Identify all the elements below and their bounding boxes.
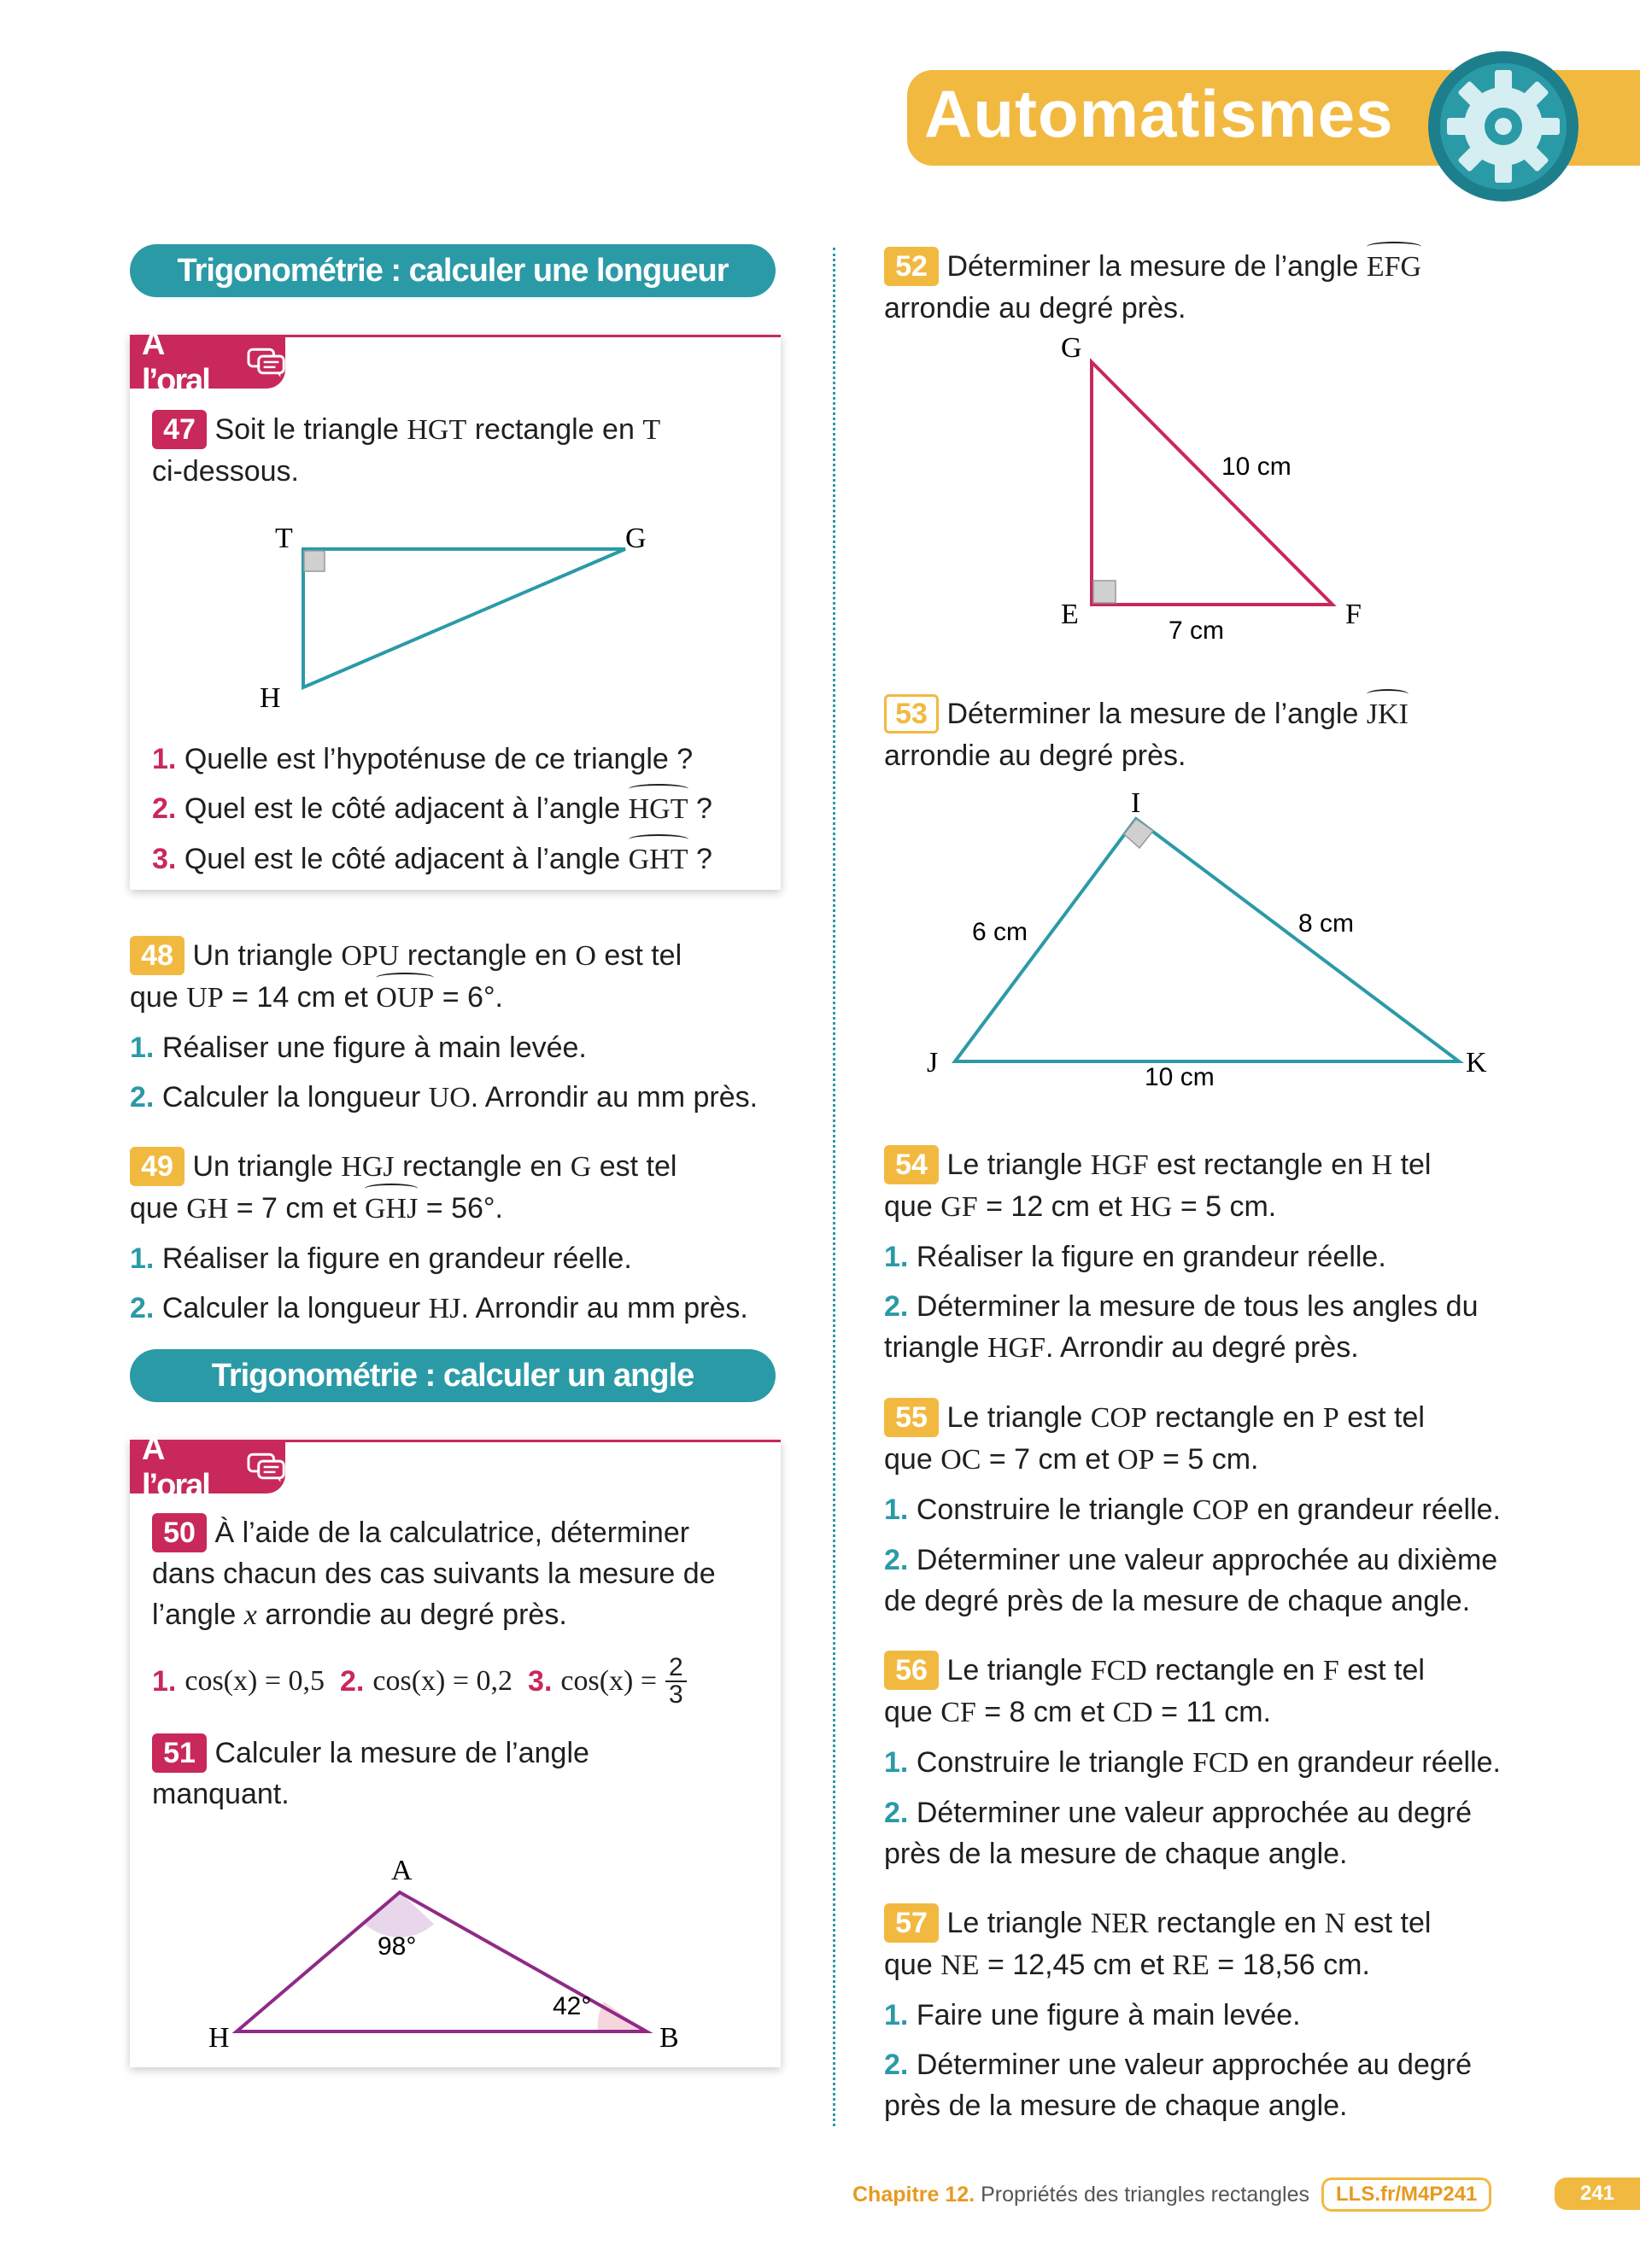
text: tel [1400, 1149, 1432, 1181]
text: = 12 cm et [986, 1190, 1122, 1223]
math-text: CD [1112, 1697, 1153, 1728]
exercise-number: 49 [130, 1147, 184, 1186]
text: Déterminer la mesure de l’angle [946, 698, 1359, 730]
ex47-questions [152, 739, 767, 880]
label-k: K [1466, 1047, 1487, 1078]
figure-triangle-ahb [198, 1818, 711, 2057]
ex50-cases [152, 1655, 767, 1708]
ex48-statement [130, 935, 796, 1019]
math-text: T [642, 414, 661, 446]
text: . Arrondir au mm près. [470, 1081, 758, 1114]
question-2 [884, 1540, 1602, 1622]
fraction [665, 1655, 687, 1708]
question-text: Réaliser une figure à main levée. [161, 1032, 587, 1064]
text: est rectangle en [1157, 1149, 1364, 1181]
section-title-angle [130, 1349, 776, 1402]
ex55-statement [884, 1397, 1602, 1481]
exercise-number: 53 [884, 694, 939, 734]
angle-name: GHJ [365, 1189, 418, 1230]
figure-triangle-ijk [922, 781, 1503, 1089]
math-text: HGT [407, 414, 467, 446]
exercise-number: 54 [884, 1145, 939, 1184]
figure-triangle-hgt [215, 500, 694, 722]
text: = 8 cm et [984, 1696, 1105, 1728]
question-2 [884, 1792, 1602, 1874]
text: Le triangle [946, 1654, 1083, 1686]
text: Le triangle [946, 1149, 1083, 1181]
case-text: cos(x) = [560, 1665, 658, 1697]
text: manquant. [152, 1778, 290, 1810]
page-number: 241 [1555, 2177, 1640, 2210]
question-2 [152, 788, 767, 830]
text: Déterminer la mesure de l’angle [946, 250, 1359, 283]
text: rectangle en [402, 1150, 563, 1183]
text: rectangle en [1155, 1654, 1315, 1686]
ex56-statement [884, 1650, 1602, 1733]
ex54 [884, 1144, 1602, 1369]
case-text: cos(x) = 0,2 [372, 1665, 513, 1697]
math-text: HGJ [341, 1151, 395, 1183]
text: près de la mesure de chaque angle. [884, 2090, 1348, 2122]
question-2 [884, 2044, 1602, 2126]
ex54-statement [884, 1144, 1602, 1228]
text: = 11 cm. [1161, 1696, 1271, 1728]
text: triangle [884, 1331, 980, 1364]
question-1 [884, 1489, 1602, 1531]
math-text: HGF [1090, 1149, 1149, 1181]
math-text: UP [186, 982, 224, 1014]
ex49 [130, 1146, 796, 1330]
text: que [884, 1949, 933, 1981]
math-text: OP [1117, 1444, 1155, 1476]
oral-box-50-51 [130, 1431, 781, 2067]
text: arrondie au degré près. [265, 1599, 567, 1631]
angle-name: HGT [629, 789, 688, 830]
text: rectangle en [1155, 1401, 1315, 1434]
angle-name: OUP [376, 978, 434, 1019]
figure-triangle-efg [1042, 333, 1401, 658]
text: que [884, 1696, 933, 1728]
question-text: Déterminer la mesure de tous les angles du [916, 1290, 1479, 1323]
question-text: Calculer la longueur [161, 1292, 421, 1324]
section-title-text: Trigonométrie : calculer une longueur [177, 252, 729, 289]
text: rectangle en [407, 939, 567, 972]
question-text: Quel est le côté adjacent à l’angle [184, 792, 621, 825]
math-text: HJ [428, 1293, 461, 1324]
label-h: H [208, 2022, 230, 2054]
oral-tag-label: À l’oral [142, 1431, 209, 1504]
angle-name: GHT [629, 839, 688, 880]
text: près de la mesure de chaque angle. [884, 1838, 1348, 1870]
column-divider [833, 248, 835, 2126]
footer-link[interactable]: LLS.fr/M4P241 [1321, 2177, 1491, 2212]
angle-b-value: 42° [553, 1992, 592, 2020]
question-number: 1. [130, 1032, 155, 1064]
angle-name: EFG [1367, 247, 1421, 288]
exercise-number: 56 [884, 1651, 939, 1690]
text: = 7 cm et [236, 1192, 357, 1225]
math-text: NER [1090, 1908, 1149, 1939]
math-text: OC [940, 1444, 981, 1476]
text: en grandeur réelle. [1256, 1746, 1501, 1779]
question-2 [130, 1077, 796, 1119]
math-text: HGF [987, 1332, 1046, 1364]
label-j: J [927, 1047, 939, 1078]
question-text: Quel est le côté adjacent à l’angle [184, 843, 621, 875]
text: que [884, 1190, 933, 1223]
math-text: F [1322, 1655, 1339, 1686]
text: . Arrondir au mm près. [460, 1292, 748, 1324]
text: arrondie au degré près. [884, 292, 1186, 324]
question-text: Réaliser la figure en grandeur réelle. [161, 1242, 632, 1275]
ex57-statement [884, 1903, 1602, 1986]
text: = 6°. [442, 981, 504, 1014]
math-text: RE [1172, 1949, 1210, 1981]
question-1 [152, 739, 767, 780]
question-text: Construire le triangle [916, 1746, 1185, 1779]
chapter-title: Propriétés des triangles rectangles [981, 2182, 1309, 2207]
text: = 14 cm et [231, 981, 368, 1014]
question-1 [884, 1742, 1602, 1784]
ex47-statement [152, 409, 767, 492]
math-text: HG [1130, 1191, 1173, 1223]
exercise-number: 48 [130, 936, 184, 975]
question-2 [884, 1286, 1602, 1369]
text: = 5 cm. [1163, 1443, 1259, 1476]
question-1 [130, 1027, 796, 1068]
text: est tel [1347, 1401, 1425, 1434]
text: ci-dessous. [152, 455, 299, 488]
question-number: 1. [130, 1242, 155, 1275]
base-length: 7 cm [1168, 617, 1225, 645]
text: est tel [1347, 1654, 1425, 1686]
label-e: E [1061, 599, 1079, 630]
label-g: G [625, 523, 647, 554]
text: . Arrondir au degré près. [1046, 1331, 1359, 1364]
math-text: P [1322, 1402, 1339, 1434]
math-text: H [1371, 1149, 1393, 1181]
question-number: 1. [884, 1999, 909, 2031]
text: Un triangle [192, 939, 333, 972]
text: Le triangle [946, 1401, 1083, 1434]
question-1 [884, 1995, 1602, 2036]
text: rectangle en [1157, 1907, 1317, 1939]
side-ik-length: 8 cm [1298, 909, 1355, 938]
math-text: FCD [1192, 1747, 1250, 1779]
ex56 [884, 1650, 1602, 1874]
label-i: I [1131, 787, 1141, 819]
question-number: 2. [884, 1797, 909, 1829]
math-text: CF [940, 1697, 976, 1728]
math-text: N [1324, 1908, 1346, 1939]
question-text: Déterminer une valeur approchée au dixième [916, 1544, 1498, 1576]
oral-tag-label: À l’oral [142, 326, 209, 399]
section-title-text: Trigonométrie : calculer un angle [211, 1357, 694, 1394]
case-number: 2. [340, 1665, 365, 1698]
gear-icon [1426, 50, 1580, 203]
text: = 12,45 cm et [987, 1949, 1164, 1981]
chapter-label: Chapitre 12. [852, 2182, 975, 2207]
case-text: cos(x) = 0,5 [184, 1665, 325, 1697]
text: À l’aide de la calculatrice, déterminer [214, 1517, 690, 1549]
question-text: Réaliser la figure en grandeur réelle. [916, 1241, 1386, 1273]
label-g: G [1061, 333, 1082, 364]
hypotenuse-length: 10 cm [1221, 453, 1292, 481]
label-a: A [391, 1855, 413, 1886]
math-text: GH [186, 1193, 229, 1225]
question-number: 2. [884, 2049, 909, 2081]
question-number: 1. [152, 743, 177, 775]
text: est tel [599, 1150, 677, 1183]
question-text: Faire une figure à main levée. [916, 1999, 1301, 2031]
question-1 [884, 1236, 1602, 1277]
text: = 56°. [425, 1192, 503, 1225]
question-text: Déterminer une valeur approchée au degré [916, 1797, 1472, 1829]
oral-tag [130, 326, 285, 399]
case-number: 3. [528, 1665, 553, 1698]
ex53-statement [884, 693, 1593, 776]
question-number: 1. [884, 1241, 909, 1273]
angle-name: JKI [1367, 694, 1409, 735]
question-number: 2. [884, 1544, 909, 1576]
text: est tel [1353, 1907, 1432, 1939]
oral-box-47 [130, 326, 781, 890]
text: que [884, 1443, 933, 1476]
text: Soit le triangle [214, 413, 399, 446]
oral-tag [130, 1431, 285, 1504]
ex57 [884, 1903, 1602, 2126]
label-f: F [1345, 599, 1362, 630]
text: Un triangle [192, 1150, 333, 1183]
question-number: 1. [884, 1493, 909, 1526]
text: ? [695, 843, 712, 875]
exercise-number: 51 [152, 1733, 207, 1773]
speech-bubble-icon [247, 1453, 285, 1483]
page-title: Automatismes [924, 76, 1394, 151]
speech-bubble-icon [247, 348, 285, 378]
question-number: 1. [884, 1746, 909, 1779]
math-text: O [575, 940, 596, 972]
ex50 [152, 1512, 767, 1708]
ex49-statement [130, 1146, 796, 1230]
text: que [130, 1192, 179, 1225]
math-text: COP [1090, 1402, 1147, 1434]
math-text: COP [1192, 1494, 1250, 1526]
question-number: 2. [130, 1292, 155, 1324]
numerator: 2 [669, 1653, 683, 1681]
text: arrondie au degré près. [884, 739, 1186, 772]
math-text: OPU [341, 940, 400, 972]
math-text: UO [428, 1082, 471, 1114]
question-text: Déterminer une valeur approchée au degré [916, 2049, 1472, 2081]
text: de degré près de la mesure de chaque angle. [884, 1585, 1471, 1617]
exercise-number: 52 [884, 247, 939, 286]
text: en grandeur réelle. [1256, 1493, 1501, 1526]
math-text: NE [940, 1949, 980, 1981]
side-ij-length: 6 cm [972, 918, 1028, 946]
question-number: 3. [152, 843, 177, 875]
exercise-number: 47 [152, 410, 207, 449]
question-text: Calculer la longueur [161, 1081, 421, 1114]
ex50-statement [152, 1512, 767, 1636]
question-text: Quelle est l’hypoténuse de ce triangle ? [184, 743, 694, 775]
question-1 [130, 1238, 796, 1279]
denominator: 3 [665, 1681, 687, 1708]
ex51-statement [152, 1733, 767, 1815]
case-number: 1. [152, 1665, 177, 1698]
question-number: 2. [152, 792, 177, 825]
math-text: FCD [1090, 1655, 1147, 1686]
text: l’angle [152, 1599, 237, 1631]
text: = 5 cm. [1180, 1190, 1277, 1223]
exercise-number: 55 [884, 1398, 939, 1437]
footer-chapter [852, 2183, 1309, 2207]
exercise-number: 50 [152, 1513, 207, 1552]
label-h: H [260, 682, 281, 714]
text: que [130, 981, 179, 1014]
text: rectangle en [474, 413, 635, 446]
exercise-number: 57 [884, 1903, 939, 1943]
text: Le triangle [946, 1907, 1083, 1939]
question-3 [152, 839, 767, 880]
math-text: GF [940, 1191, 978, 1223]
math-text: x [243, 1599, 257, 1631]
label-b: B [659, 2022, 679, 2054]
text: ? [695, 792, 712, 825]
question-number: 2. [884, 1290, 909, 1323]
math-text: G [570, 1151, 592, 1183]
text: = 18,56 cm. [1217, 1949, 1370, 1981]
side-jk-length: 10 cm [1145, 1063, 1215, 1089]
question-2 [130, 1288, 796, 1330]
section-title-longueur [130, 244, 776, 297]
angle-a-value: 98° [378, 1932, 417, 1961]
question-text: Construire le triangle [916, 1493, 1185, 1526]
text: est tel [604, 939, 682, 972]
text: Calculer la mesure de l’angle [214, 1737, 589, 1769]
question-number: 2. [130, 1081, 155, 1114]
ex52-statement [884, 246, 1593, 329]
text: dans chacun des cas suivants la mesure de [152, 1558, 716, 1590]
label-t: T [275, 523, 293, 554]
ex55 [884, 1397, 1602, 1622]
text: = 7 cm et [988, 1443, 1110, 1476]
footer [852, 2177, 1491, 2212]
ex48 [130, 935, 796, 1119]
